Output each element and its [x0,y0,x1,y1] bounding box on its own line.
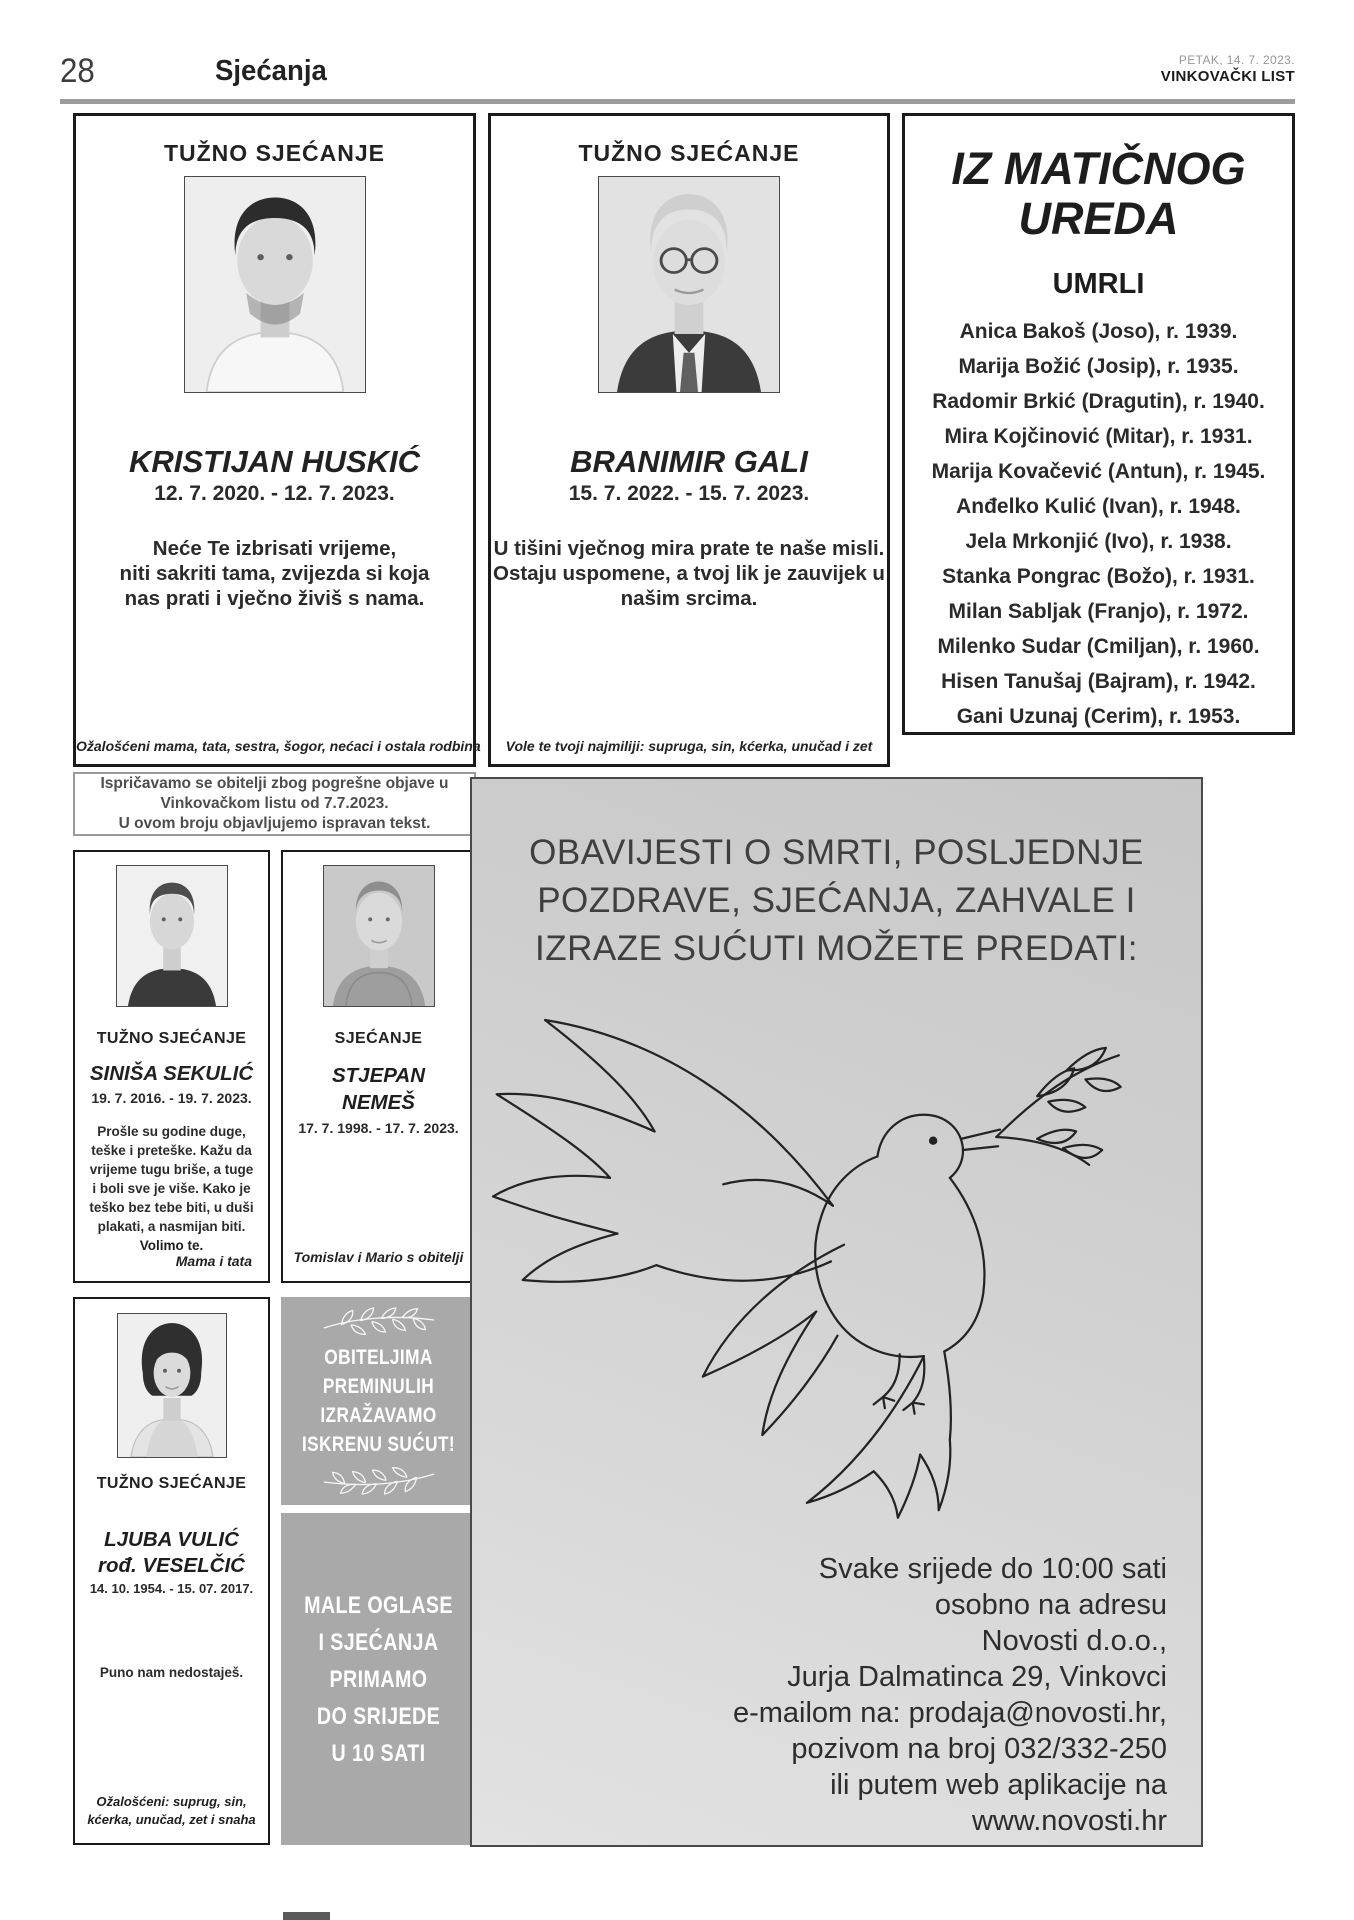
deceased-entry: Radomir Brkić (Dragutin), r. 1940. [932,390,1265,413]
name-line: rođ. VESELČIĆ [98,1554,245,1577]
deceased-entry: Jela Mrkonjić (Ivo), r. 1938. [965,530,1232,553]
deceased-name [75,1527,268,1579]
newspaper-name: VINKOVAČKI LIST [1160,68,1295,85]
deceased-entry: Hisen Tanušaj (Bajram), r. 1942. [941,670,1256,693]
deceased-entry: Anđelko Kulić (Ivan), r. 1948. [956,495,1241,518]
registry-office-box [902,113,1295,735]
page-number: 28 [60,52,95,90]
notice-line: U 10 SATI [331,1739,426,1767]
deceased-entry: Anica Bakoš (Joso), r. 1939. [959,320,1238,343]
contact-line: pozivom na broj 032/332-250 [791,1733,1167,1765]
name-line: NEMEŠ [342,1091,415,1114]
memorial-verse [76,536,473,611]
dove-illustration [480,944,1130,1564]
deceased-entry: Marija Kovačević (Antun), r. 1945. [931,460,1266,483]
deceased-entry: Mira Kojčinović (Mitar), r. 1931. [944,425,1253,448]
deceased-entry: Stanka Pongrac (Božo), r. 1931. [942,565,1255,588]
contact-line: e-mailom na: prodaja@novosti.hr, [732,1697,1167,1729]
condolence-notice [281,1297,476,1505]
page-edge-artifact [283,1912,330,1920]
verse-line: našim srcima. [620,587,758,610]
mourners-line: Ožalošćeni mama, tata, sestra, šogor, nećaci i ostala rodbina [76,738,481,754]
notice-line: ISKRENU SUĆUT! [301,1433,456,1456]
notice-line: I SJEĆANJA [318,1628,439,1656]
portrait-photo-huskic [184,176,366,393]
portrait-photo-nemes [323,865,435,1007]
correction-line: Ispričavamo se obitelji zbog pogrešne objave u [100,775,449,792]
contact-line: www.novosti.hr [971,1805,1167,1837]
registry-title: IZ MATIČNOG UREDA [951,143,1246,245]
memorial-nemes [281,850,476,1283]
memorial-header: TUŽNO SJEĆANJE [96,1475,247,1492]
memorial-huskic [73,113,481,767]
verse-line: niti sakriti tama, zvijezda si koja [119,562,430,585]
condolence-text [299,1343,459,1459]
section-title: Sjećanja [215,55,327,87]
memorial-header: TUŽNO SJEĆANJE [163,140,386,166]
portrait-photo-gali [598,176,780,393]
notice-line: DO SRIJEDE [316,1702,441,1730]
mourners-line: Vole te tvoji najmiliji: supruga, sin, kćerka, unučad i zet [505,738,873,754]
name-line: LJUBA VULIĆ [104,1528,239,1551]
promo-heading-line: IZRAZE SUĆUTI MOŽETE PREDATI: [534,929,1139,968]
memorial-sekulic [73,850,270,1283]
deadline-text [299,1587,459,1772]
memorial-header: TUŽNO SJEĆANJE [578,140,800,166]
header-rule [60,99,1295,104]
deceased-name [283,1062,474,1116]
contact-line: ili putem web aplikacije na [830,1769,1167,1801]
verse-line: Ostaju uspomene, a tvoj lik je zauvijek u [493,562,885,585]
deceased-dates: 14. 10. 1954. - 15. 07. 2017. [89,1581,254,1596]
verse-line: teške i preteške. Kažu da [91,1143,252,1158]
deceased-entry: Marija Božić (Josip), r. 1935. [958,355,1239,378]
memorial-verse: Puno nam nedostaješ. [99,1665,244,1680]
contact-line: Jurja Dalmatinca 29, Vinkovci [787,1661,1167,1693]
deceased-name: KRISTIJAN HUSKIĆ [128,444,421,479]
contact-line: Novosti d.o.o., [981,1625,1167,1657]
mourners-line: Tomislav i Mario s obitelji [293,1249,464,1265]
notice-line: MALE OGLASE [304,1591,453,1619]
verse-line: Neće Te izbrisati vrijeme, [152,537,397,560]
portrait-photo-sekulic [116,865,228,1007]
issue-date: PETAK, 14. 7. 2023. [1178,53,1295,67]
deceased-entry: Milenko Sudar (Cmiljan), r. 1960. [937,635,1260,658]
memorial-header: SJEĆANJE [334,1030,423,1047]
notice-line: PRIMAMO [329,1665,428,1693]
deceased-dates: 17. 7. 1998. - 17. 7. 2023. [298,1120,459,1136]
verse-line: i boli sve je više. Kako je [92,1181,251,1196]
memorial-verse [491,536,887,611]
verse-line: plakati, a nasmijan biti. [97,1219,246,1234]
registry-subtitle: UMRLI [1052,268,1145,300]
deceased-name: SINIŠA SEKULIĆ [89,1062,254,1085]
verse-line: Prošle su godine duge, [97,1124,246,1139]
mourners-line: Mama i tata [175,1253,252,1269]
contact-line: Svake srijede do 10:00 sati [818,1553,1167,1585]
notice-line: OBITELJIMA [324,1346,433,1369]
correction-line: U ovom broju objavljujemo ispravan tekst. [118,815,431,832]
deadline-notice [281,1513,476,1845]
deceased-dates: 12. 7. 2020. - 12. 7. 2023. [154,482,395,505]
memorial-verse [75,1122,268,1236]
deceased-dates: 15. 7. 2022. - 15. 7. 2023. [568,482,810,505]
deceased-list [905,314,1292,734]
laurel-icon [319,1467,439,1497]
mourners-text: Ožalošćeni: suprug, sin, [96,1794,247,1809]
notice-line: IZRAŽAVAMO [320,1404,437,1427]
memorial-vulic [73,1297,270,1845]
verse-line: teško bez tebe biti, u duši [89,1200,254,1215]
deceased-dates: 19. 7. 2016. - 19. 7. 2023. [91,1090,252,1106]
verse-line: nas prati i vječno živiš s nama. [124,587,425,610]
notice-line: PREMINULIH [322,1375,435,1398]
mourners-text: kćerka, unučad, zet i snaha [87,1812,256,1827]
contact-line: osobno na adresu [934,1589,1167,1621]
correction-notice [73,772,476,836]
contact-info [647,1551,1167,1839]
portrait-photo-vulic [117,1313,227,1458]
verse-line: U tišini vječnog mira prate te naše misli. [493,537,885,560]
deceased-entry: Milan Sabljak (Franjo), r. 1972. [948,600,1249,623]
correction-line: Vinkovačkom listu od 7.7.2023. [160,795,389,812]
closing-line: Volimo te. [139,1238,204,1253]
mourners-line [75,1793,268,1829]
name-line: STJEPAN [331,1064,426,1087]
deceased-entry: Gani Uzunaj (Cerim), r. 1953. [956,705,1241,728]
verse-line: vrijeme tugu briše, a tuge [89,1162,254,1177]
deceased-name: BRANIMIR GALI [570,444,808,479]
memorial-gali [488,113,890,767]
memorial-header: TUŽNO SJEĆANJE [96,1030,247,1047]
masthead [1161,53,1295,85]
laurel-icon [319,1305,439,1335]
submission-promo-box [470,777,1203,1847]
promo-heading-line: POZDRAVE, SJEĆANJA, ZAHVALE I [537,881,1136,920]
promo-heading-line: OBAVIJESTI O SMRTI, POSLJEDNJE [529,833,1144,872]
